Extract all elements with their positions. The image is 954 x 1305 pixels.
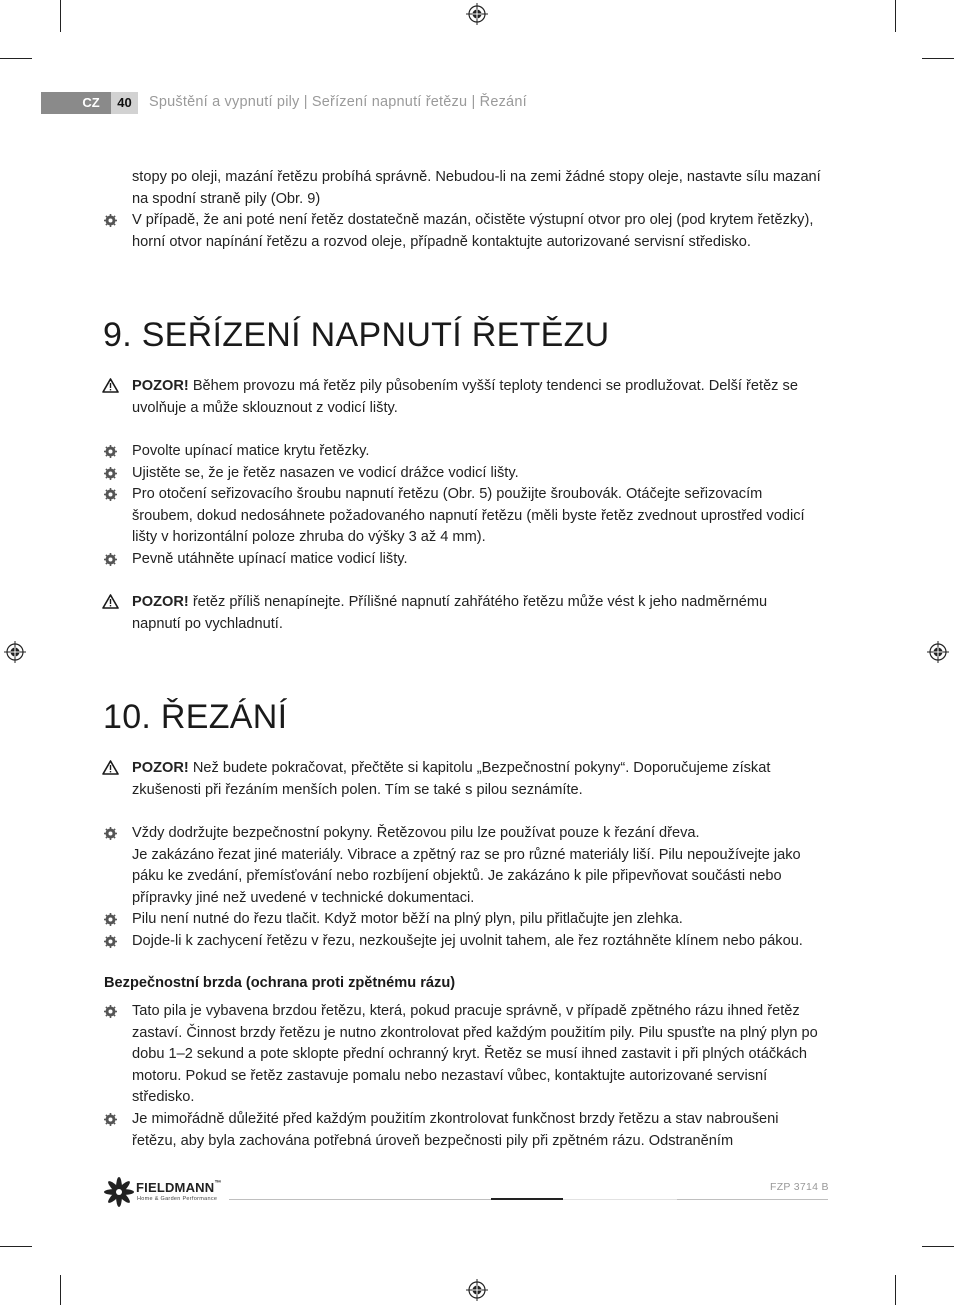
crop-mark	[922, 58, 954, 59]
running-header-title: Spuštění a vypnutí pily | Seřízení napnutí řetězu | Řezání	[149, 94, 527, 110]
bullet-item: Ujistěte se, že je řetěz nasazen ve vodicí drážce vodicí lišty.	[132, 465, 519, 481]
header-language: CZ	[82, 95, 100, 110]
registration-mark-icon	[927, 641, 949, 663]
brand-tagline: Home & Garden Performance	[137, 1196, 218, 1202]
gear-bullet-icon	[104, 553, 117, 566]
section-heading: 10. ŘEZÁNÍ	[103, 698, 288, 736]
gear-bullet-icon	[104, 214, 117, 227]
bullet-item: Vždy dodržujte bezpečnostní pokyny. Řetězovou pilu lze používat pouze k řezání dřeva. Je zakázáno řezat jiné materiály. Vibrace a zpětný raz se pro různé materiály liší. Pilu nepoužívejte jako páku ke zvedání, přemísťování nebo rozbíjení objektů. Je zakázáno k pile připevňovat součásti nebo přípravky jiné než uvedené v technické dokumentaci.	[132, 825, 801, 906]
subsection-heading: Bezpečnostní brzda (ochrana proti zpětnému rázu)	[104, 975, 456, 991]
registration-mark-icon	[466, 1279, 488, 1301]
footer-rule	[677, 1199, 828, 1200]
gear-bullet-icon	[104, 1005, 117, 1018]
bullet-item: Dojde-li k zachycení řetězu v řezu, nezkoušejte jej uvolnit tahem, ale řez roztáhněte klínem nebo pákou.	[132, 933, 803, 949]
bullet-item: V případě, že ani poté není řetěz dostatečně mazán, očistěte výstupní otvor pro olej (pod krytem řetězky), horní otvor napínání řetězu a rozvod oleje, případně kontaktujte autorizované servisní středisko.	[132, 212, 814, 250]
gear-bullet-icon	[104, 445, 117, 458]
crop-mark	[60, 0, 61, 32]
footer-rule	[229, 1199, 491, 1200]
registration-mark-icon	[4, 641, 26, 663]
gear-bullet-icon	[104, 467, 117, 480]
bullet-item: Pilu není nutné do řezu tlačit. Když motor běží na plný plyn, pilu přitlačujte jen zlehka.	[132, 911, 683, 927]
page-number: 40	[111, 92, 138, 114]
bullet-item: Tato pila je vybavena brzdou řetězu, která, pokud pracuje správně, v případě zpětného rázu ihned řetěz zastaví. Činnost brzdy řetězu je nutno zkontrolovat před každým použitím pily. Pilu spusťte na plný plyn po dobu 1–2 sekund a pote sklopte přední ochranný kryt. Řetěz se musí ihned zastavit i při plných otáčkách motoru. Pokud se řetěz zastavuje pomalu nebo nezastaví vůbec, kontaktujte autorizované servisní středisko.	[132, 1003, 818, 1105]
section-heading: 9. SEŘÍZENÍ NAPNUTÍ ŘETĚZU	[103, 316, 610, 354]
gear-bullet-icon	[104, 827, 117, 840]
registration-mark-icon	[466, 3, 488, 25]
gear-bullet-icon	[104, 913, 117, 926]
brand-name: FIELDMANN™	[136, 1180, 222, 1195]
warning-triangle-icon	[102, 760, 119, 775]
bullet-item: Je mimořádně důležité před každým použitím zkontrolovat funkčnost brzdy řetězu a stav nabroušeni řetězu, aby byla zachována potřebná úroveň bezpečnosti pily při zpětném rázu. Odstraněním	[132, 1111, 779, 1149]
warning-triangle-icon	[102, 378, 119, 393]
paragraph: stopy po oleji, mazání řetězu probíhá správně. Nebudou-li na zemi žádné stopy oleje, nastavte sílu mazaní na spodní straně pily (Obr. 9)	[132, 169, 821, 207]
gear-bullet-icon	[104, 488, 117, 501]
crop-mark	[0, 58, 32, 59]
warning-note: POZOR! řetěz příliš nenapínejte. Přílišné napnutí zahřátého řetězu může vést k jeho nadměrnému napnutí po vychladnutí.	[132, 594, 768, 632]
footer-rule	[563, 1199, 677, 1200]
crop-mark	[60, 1275, 61, 1305]
crop-mark	[0, 1246, 32, 1247]
crop-mark	[895, 1275, 896, 1305]
warning-note: POZOR! Během provozu má řetěz pily působením vyšší teploty tendenci se prodlužovat. Delší řetěz se uvolňuje a může sklouznout z vodicí lišty.	[132, 378, 798, 416]
bullet-item: Pro otočení seřizovacího šroubu napnutí řetězu (Obr. 5) použijte šroubovák. Otáčejte seřizovacím šroubem, dokud nedosáhnete požadovaného napnutí řetězu (měli byste řetěz zvednout uprostřed vodicí lišty v horizontální poloze zhruba do výšky 3 až 4 mm).	[132, 486, 805, 545]
bullet-item: Povolte upínací matice krytu řetězky.	[132, 443, 370, 459]
footer-rule-accent	[491, 1198, 563, 1200]
gear-bullet-icon	[104, 1113, 117, 1126]
model-number: FZP 3714 B	[770, 1181, 829, 1193]
warning-triangle-icon	[102, 594, 119, 609]
crop-mark	[895, 0, 896, 32]
gear-bullet-icon	[104, 935, 117, 948]
fieldmann-logo-icon	[104, 1177, 134, 1207]
bullet-item: Pevně utáhněte upínací matice vodicí lišty.	[132, 551, 408, 567]
crop-mark	[922, 1246, 954, 1247]
warning-note: POZOR! Než budete pokračovat, přečtěte si kapitolu „Bezpečnostní pokyny“. Doporučujeme získat zkušenosti při řezáním menších polen. Tím se také s pilou seznámíte.	[132, 760, 771, 798]
